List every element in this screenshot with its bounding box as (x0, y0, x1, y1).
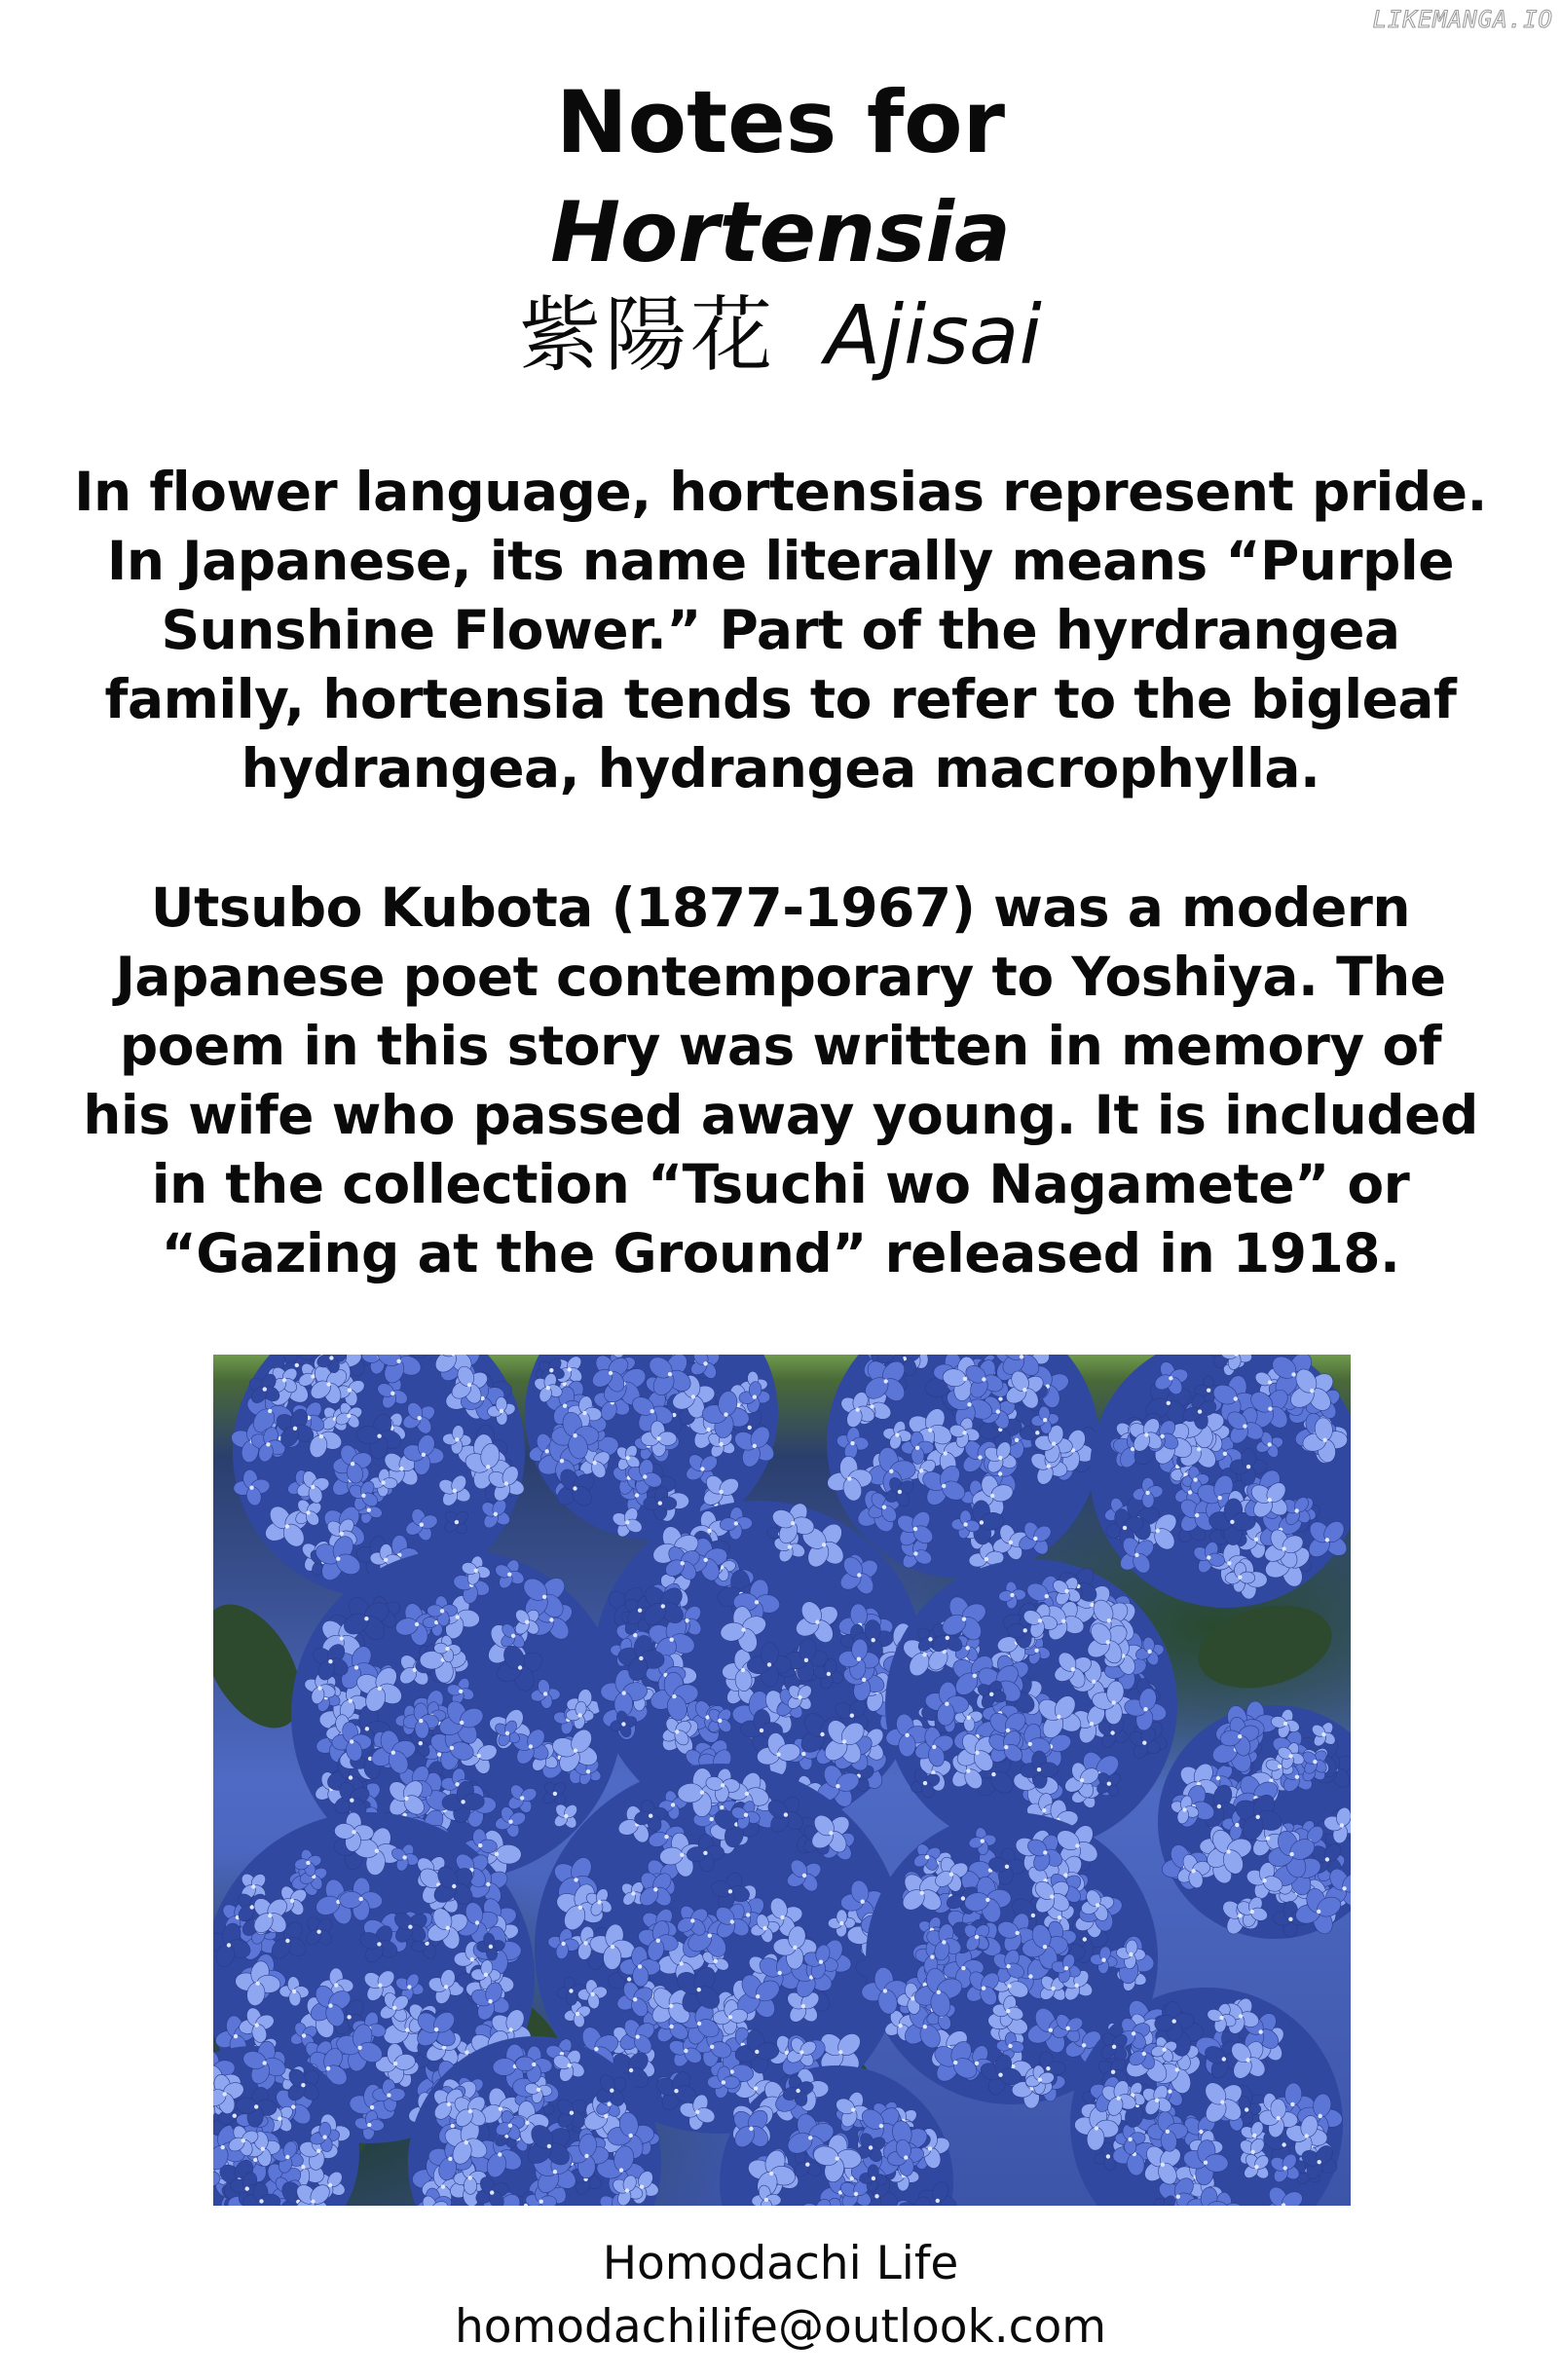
paragraph-line: Japanese poet contemporary to Yoshiya. The (115, 946, 1446, 1008)
paragraph-line: Utsubo Kubota (1877-1967) was a modern (150, 876, 1411, 939)
paragraph-line: poem in this story was written in memory of (119, 1015, 1442, 1077)
paragraph-line: his wife who passed away young. It is included (83, 1084, 1478, 1146)
hydrangea-flower-head (1090, 1355, 1351, 1608)
hydrangea-flower-head (884, 1559, 1177, 1851)
paragraph-poet-note (68, 874, 1493, 1288)
paragraph-line: Sunshine Flower.” Part of the hyrdrangea (161, 599, 1400, 661)
credit-email: homodachilife@outlook.com (454, 2300, 1107, 2354)
watermark: LIKEMANGA.IO (1372, 6, 1553, 33)
hydrangea-illustration (213, 1355, 1351, 2206)
paragraph-line: “Gazing at the Ground” released in 1918. (161, 1222, 1400, 1284)
paragraph-line: family, hortensia tends to refer to the bigleaf (104, 668, 1457, 730)
credit-name: Homodachi Life (602, 2237, 959, 2290)
title-line-hortensia: Hortensia (550, 184, 1011, 281)
title-line-notes-for: Notes for (555, 72, 1005, 172)
paragraph-flower-language (68, 458, 1493, 803)
hydrangea-photo (213, 1355, 1351, 2206)
hydrangea-flower-head (1158, 1701, 1351, 1939)
leaf-shape (1189, 1592, 1340, 1700)
title-kanji: 紫陽花 (519, 287, 777, 383)
paragraph-line: In flower language, hortensias represent pride. (74, 461, 1487, 523)
title-romaji: Ajisai (825, 287, 1042, 383)
title-line-japanese-name (0, 287, 1561, 383)
paragraph-line: In Japanese, its name literally means “Purple (106, 530, 1455, 592)
paragraph-line: in the collection “Tsuchi wo Nagamete” or (151, 1153, 1410, 1215)
paragraph-line: hydrangea, hydrangea macrophylla. (241, 737, 1320, 800)
